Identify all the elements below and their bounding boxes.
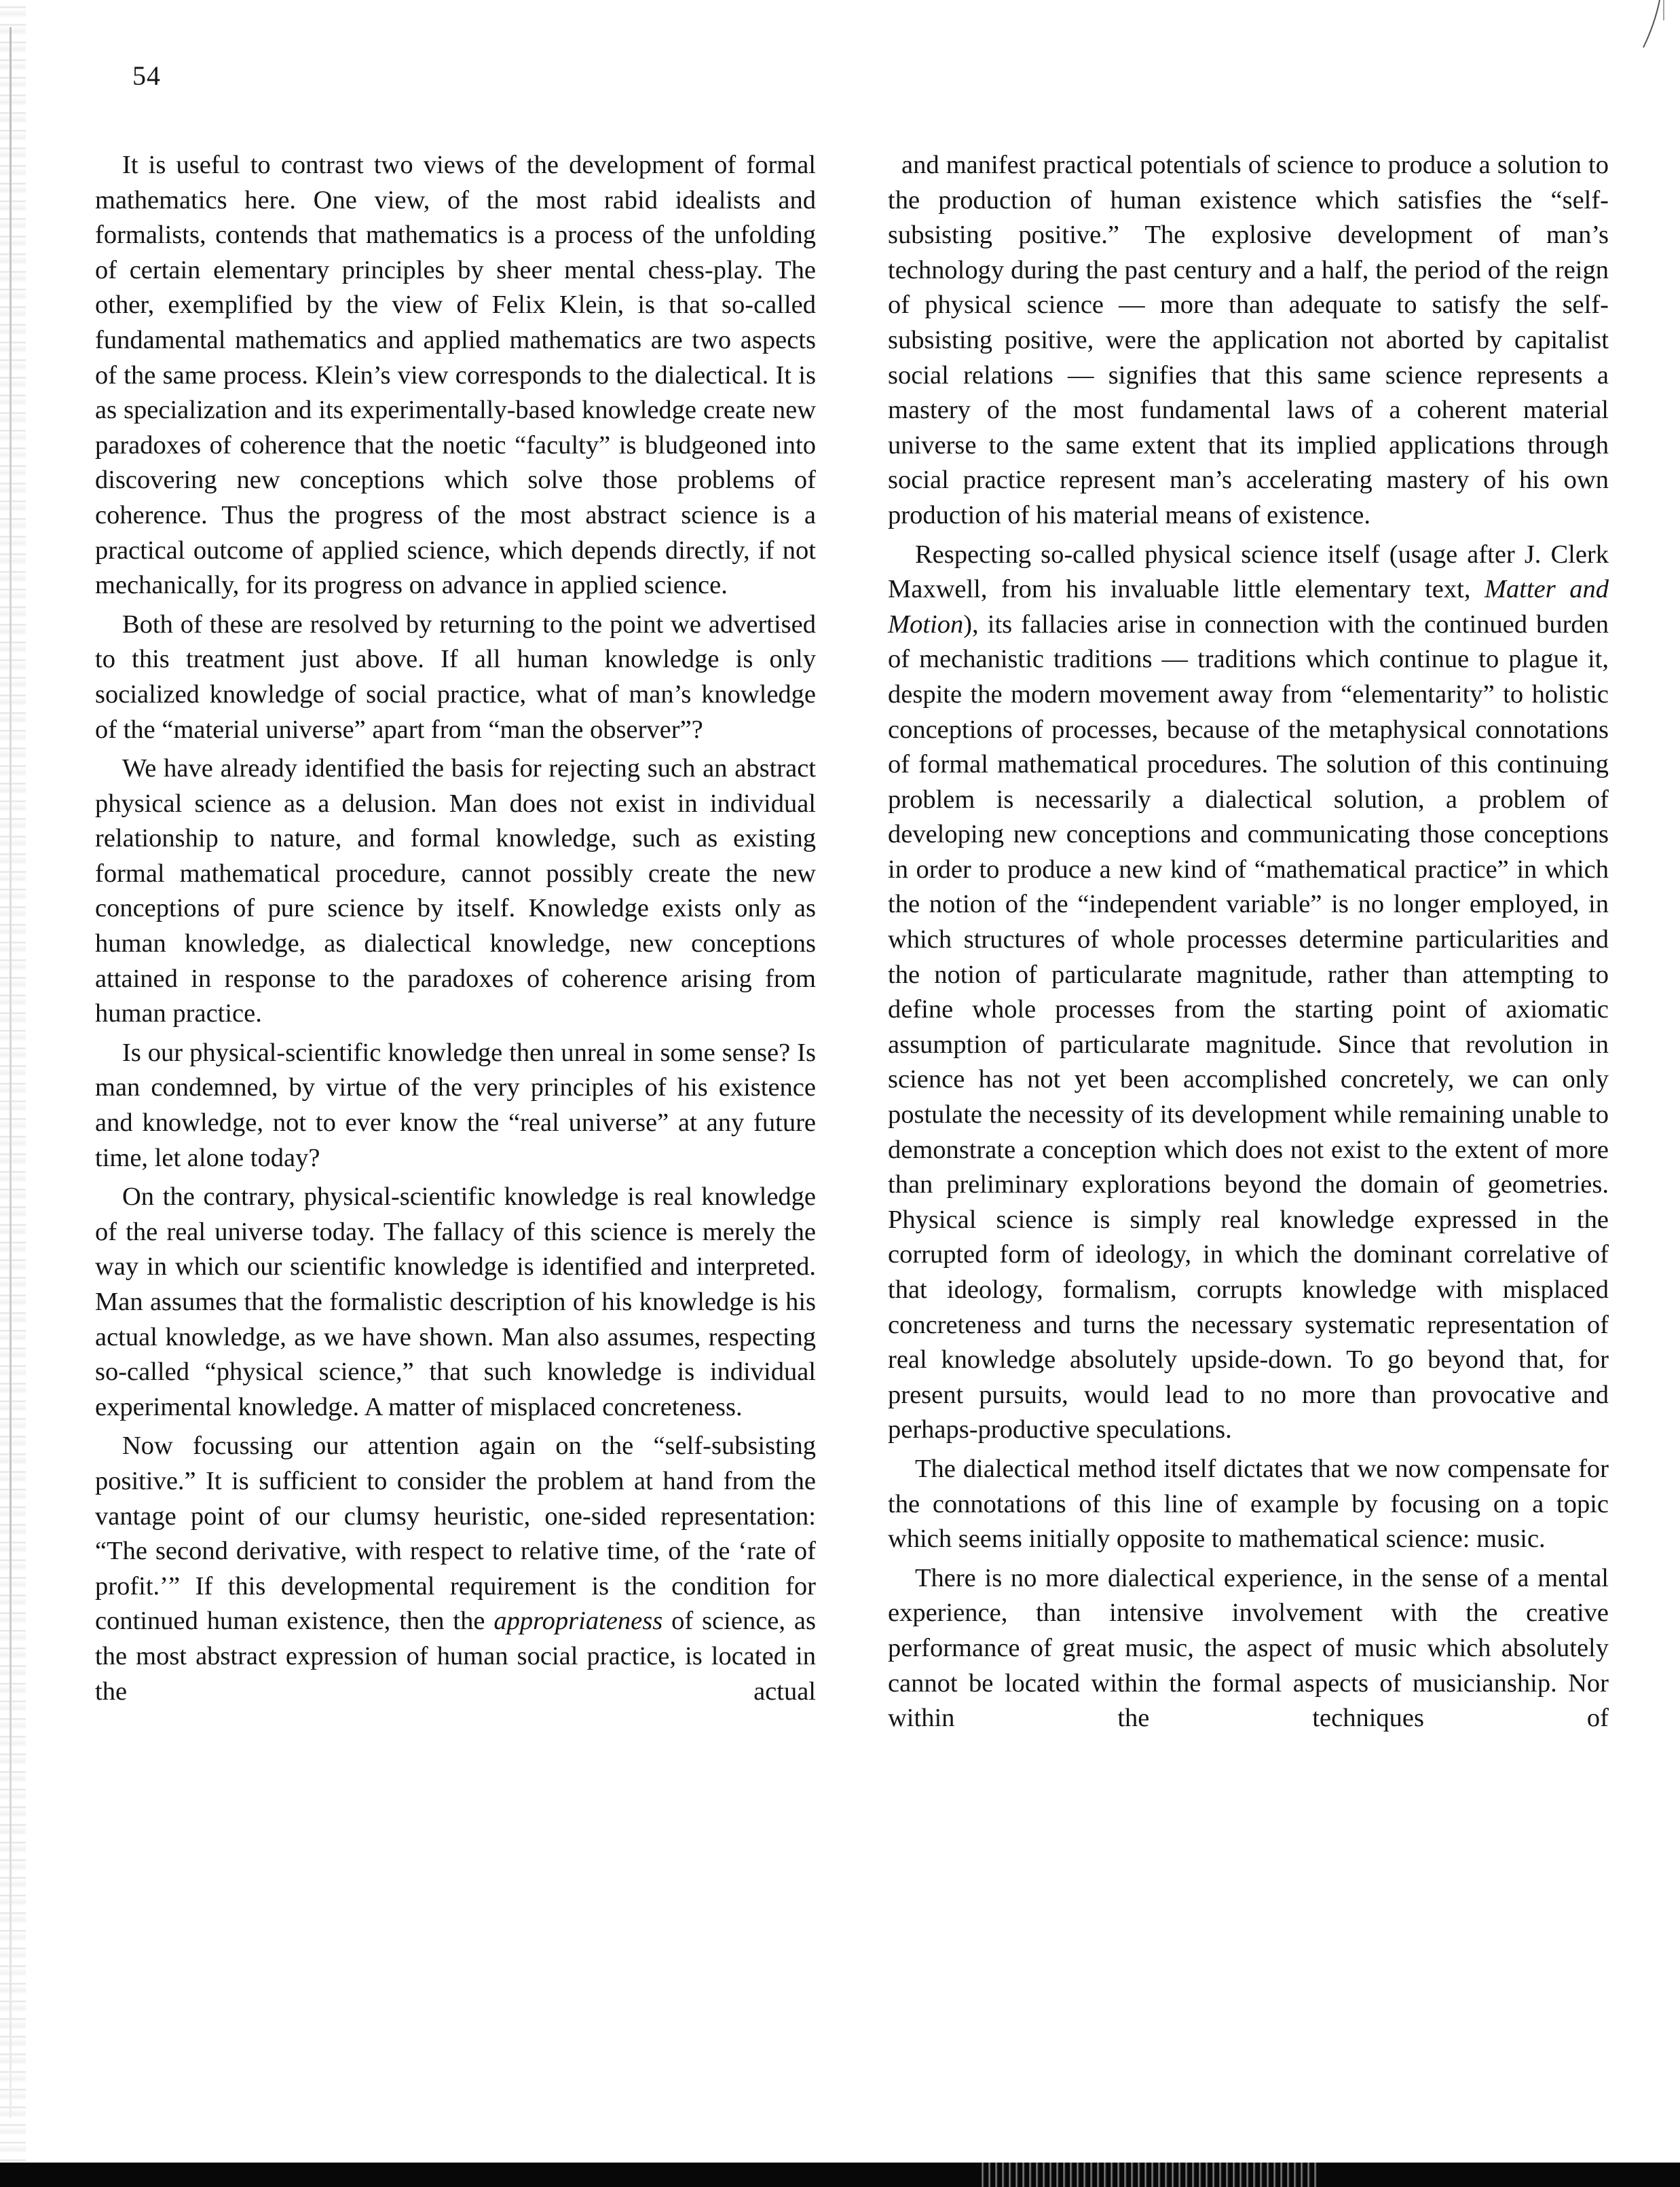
right-column [888, 148, 1609, 1740]
scan-corner-mark [1639, 0, 1666, 54]
scan-bottom-edge [0, 2163, 1680, 2187]
scan-bottom-streak [977, 2163, 1317, 2187]
paragraph-text: Now focussing our attention again on the “self-subsisting positive.” It is sufficient to consider the problem at hand from the vantage point of our clumsy heuristic, one-sided representation: “The second derivative, with respect to relative time, of the ‘rate of profit.’” If this developmental requirement is the condition for continued human existence, then the [95, 1432, 816, 1636]
paragraph [888, 538, 1609, 1448]
emphasis-text: appropriateness [493, 1607, 663, 1636]
book-title: Matter and Motion [888, 575, 1609, 639]
scan-binding-line [10, 27, 12, 2118]
paragraph: Both of these are resolved by returning to the point we advertised to this treatment just above. If all human knowledge is only socialized knowledge of social practice, what of man’s knowledge of the “material universe” apart from “man the observer”? [95, 610, 816, 744]
page-number: 54 [132, 60, 161, 91]
paragraph: There is no more dialectical experience, in the sense of a mental experience, than intensive involvement with the creative performance of great music, the aspect of music which absolutely cannot be located within the formal aspects of musicianship. Nor within the techniques of [888, 1563, 1609, 1733]
scan-left-edge [0, 0, 26, 2187]
paragraph-text: of science, as the most abstract expression of human social practice, is located in the actual [95, 1607, 816, 1706]
paragraph: It is useful to contrast two views of the development of formal mathematics here. One view, of the most rabid idealists and formalists, contends that mathematics is a process of the unfolding of certain elementary principles by sheer mental chess-play. The other, exemplified by the view of Felix Klein, is that so-called fundamental mathematics and applied mathematics are two aspects of the same process. Klein’s view corresponds to the dialectical. It is as specialization and its experimentally-based knowledge create new paradoxes of coherence that the noetic “faculty” is bludgeoned into discovering new conceptions which solve those problems of coherence. Thus the progress of the most abstract science is a practical outcome of applied science, which depends directly, if not mechanically, for its progress on advance in applied science. [95, 151, 816, 600]
left-column [95, 148, 816, 1713]
paragraph [95, 1429, 816, 1709]
paragraph: and manifest practical potentials of science to produce a solution to the production of human existence which satisfies the “self-subsisting positive.” The explosive development of man’s technology during the past century and a half, the period of the reign of physical science — more than adequate to satisfy the self-subsisting positive, were the application not aborted by capitalist social relations — signifies that this same science represents a mastery of the most fundamental laws of a coherent material universe to the same extent that its implied applications through social practice represent man’s accelerating mastery of his own production of his material means of existence. [888, 151, 1609, 529]
paragraph: Is our physical-scientific knowledge then unreal in some sense? Is man condemned, by virtue of the very principles of his existence and knowledge, not to ever know the “real universe” at any future time, let alone today? [95, 1038, 816, 1172]
paragraph-text: Respecting so-called physical science itself (usage after J. Clerk Maxwell, from his invaluable little elementary text, [888, 540, 1609, 604]
paragraph: The dialectical method itself dictates that we now compensate for the connotations of this line of example by focusing on a topic which seems initially opposite to mathematical science: music. [888, 1454, 1609, 1554]
paragraph: On the contrary, physical-scientific knowledge is real knowledge of the real universe today. The fallacy of this science is merely the way in which our scientific knowledge is identified and interpreted. Man assumes that the formalistic description of his knowledge is his actual knowledge, as we have shown. Man also assumes, respecting so-called “physical science,” that such knowledge is individual experimental knowledge. A matter of misplaced concreteness. [95, 1182, 816, 1421]
paragraph-text: ), its fallacies arise in connection with the continued burden of mechanistic traditions — traditions which continue to plague it, despite the modern movement away from “elementarity” to holistic conceptions of processes, because of the metaphysical connotations of formal mathematical procedures. The solution of this continuing problem is necessarily a dialectical solution, a problem of developing new conceptions and communicating those conceptions in order to produce a new kind of “mathematical practice” in which the notion of the “independent variable” is no longer employed, in which structures of whole processes determine particularities and the notion of particularate magnitude, rather than attempting to define whole processes from the starting point of axiomatic assumption of particularate magnitude. Since that revolution in science has not yet been accomplished concretely, we can only postulate the necessity of its development while remaining unable to demonstrate a conception which does not exist to the extent of more than preliminary explorations beyond the domain of geometries. Physical science is simply real knowledge expressed in the corrupted form of ideology, in which the dominant correlative of that ideology, formalism, corrupts knowledge with misplaced concreteness and turns the necessary systematic representation of real knowledge absolutely upside-down. To go beyond that, for present pursuits, would lead to no more than provocative and perhaps-productive speculations. [888, 610, 1609, 1444]
paragraph: We have already identified the basis for rejecting such an abstract physical science as a delusion. Man does not exist in individual relationship to nature, and formal knowledge, such as existing formal mathematical procedure, cannot possibly create the new conceptions of pure science by itself. Knowledge exists only as human knowledge, as dialectical knowledge, new conceptions attained in response to the paradoxes of coherence arising from human practice. [95, 754, 816, 1028]
